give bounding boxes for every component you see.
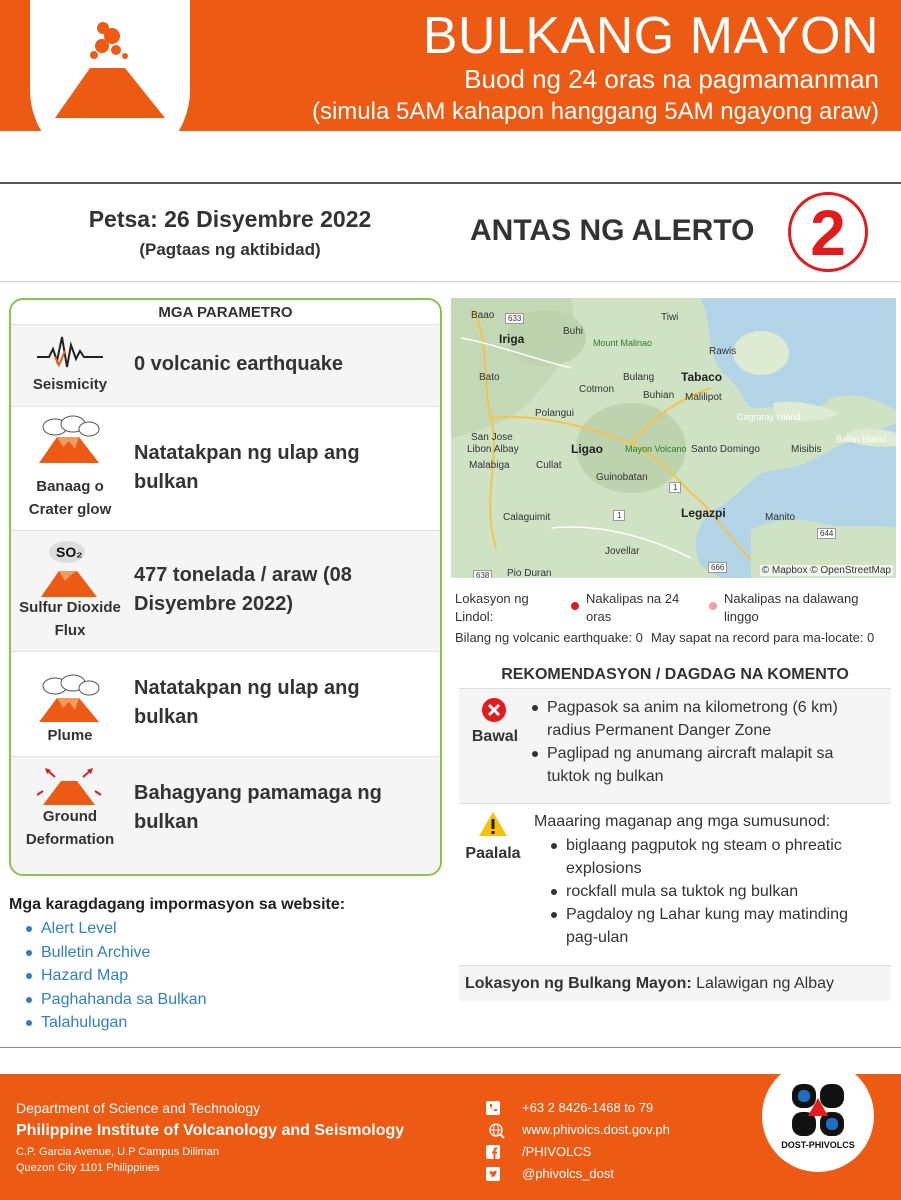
plume-icon [37,674,103,724]
param-label: Sulfur Dioxide Flux [19,599,121,639]
map-label: Pio Duran [507,568,552,578]
paalala-intro: Maaaring maganap ang mga sumusunod: [534,813,831,830]
map-label: Manito [765,512,796,523]
road-marker: 638 [473,570,492,578]
map-label: Santo Domingo [691,444,760,455]
map-label: Jovellar [605,546,640,557]
legend-dot-24h [571,602,579,610]
map-label: Bato [479,372,500,383]
bawal-item: Paglipad ng anumang aircraft malapit sa tuktok ng bulkan [529,742,879,788]
map-label: Buhi [563,326,584,337]
param-row-so2-flux [11,531,440,652]
link-hazard-map[interactable]: Hazard Map [24,964,206,988]
param-label: Banaag o Crater glow [28,478,112,518]
recommendations-title: REKOMENDASYON / DAGDAG NA KOMENTO [501,666,849,683]
map-label: Batan Island [836,434,887,444]
map-label: Cullat [536,460,562,471]
param-value: Natatakpan ng ulap ang bulkan [134,677,360,728]
param-row-seismicity [11,325,440,407]
map-label: Libon Albay [467,444,519,455]
road-marker: 666 [708,562,727,573]
road-marker: 1 [613,510,625,521]
twitter-icon [486,1167,500,1181]
page-subtitle-period: (simula 5AM kahapon hanggang 5AM ngayong araw) [311,98,879,125]
earthquake-map[interactable] [451,298,896,578]
map-label: Legazpi [681,506,726,520]
activity-status: (Pagtaas ng aktibidad) [139,240,321,259]
map-label: Tiwi [661,312,679,323]
phivolcs-emblem-icon [762,1060,874,1140]
map-label: Ligao [571,442,603,456]
globe-search-icon [486,1123,508,1139]
page-subtitle: Buod ng 24 oras na pagmamanman [464,64,879,94]
location-value: Lalawigan ng Albay [696,975,835,992]
map-label: Mayon Volcano [625,444,687,454]
link-alert-level[interactable]: Alert Level [24,917,206,941]
alert-level-badge: 2 [788,192,868,272]
website-links [24,917,206,1035]
footer-institute: Philippine Institute of Volcanology and Seismology [16,1122,405,1139]
footer-divider [0,1047,901,1048]
legend-2w: Nakalipas na dalawang linggo [724,591,859,624]
param-value: Natatakpan ng ulap ang bulkan [134,442,360,493]
bawal-item: Pagpasok sa anim na kilometrong (6 km) radius Permanent Danger Zone [529,696,879,742]
link-bulletin-archive[interactable]: Bulletin Archive [24,941,206,965]
paalala-label: Paalala [465,845,521,862]
footer-address: C.P. Garcia Avenue, U.P Campus Diliman Quezon City 1101 Philippines [16,1146,219,1174]
link-paghahanda[interactable]: Paghahanda sa Bulkan [24,988,206,1012]
phone-icon [486,1101,500,1115]
link-talahulugan[interactable]: Talahulugan [24,1011,206,1035]
map-label: Iriga [499,332,525,346]
map-label: Rawis [709,346,737,357]
map-label: Misibis [791,444,822,455]
deformation-icon [37,767,103,807]
param-value: 477 tonelada / araw (08 Disyembre 2022) [134,564,352,615]
road-marker: 633 [505,313,524,324]
map-label: Baao [471,310,495,321]
param-row-ground-deformation [11,757,440,876]
map-label: Malilipot [685,392,722,403]
facebook-icon [486,1145,500,1159]
warning-icon [478,811,508,837]
param-label: Seismicity [32,376,108,393]
locate-count: May sapat na record para ma-locate: 0 [651,630,875,645]
legend-dot-2w [709,602,717,610]
param-label: Plume [47,727,93,744]
alert-level-label: ANTAS NG ALERTO [470,214,755,247]
legend-24h: Nakalipas na 24 oras [586,591,680,624]
map-label: Tabaco [681,370,723,384]
seismograph-icon [37,331,103,371]
divider [459,803,891,804]
earthquake-count: Bilang ng volcanic earthquake: 0 [455,630,643,645]
volcano-logo [30,0,190,170]
parameters-heading: MGA PARAMETRO [11,300,440,325]
volcano-icon [30,0,190,170]
road-marker: 644 [817,528,836,539]
map-label: Malabiga [469,460,510,471]
parameters-panel [9,298,442,876]
so2-text: SO₂ [56,544,83,560]
footer: Department of Science and Technology Philippine Institute of Volcanology and Seismology C.P. Garcia Avenue, U.P Campus Diliman Quezon City 1101 Philippines +63 2 8426-1468 to 79 www.phivolcs.dost.gov.ph /PHIVOLCS @phivolcs_dost [0,1074,901,1200]
so2-volcano-icon [37,539,103,599]
bulletin-date: Petsa: 26 Disyembre 2022 [88,206,372,232]
footer-dept: Department of Science and Technology [16,1100,261,1116]
map-label: Buhian [643,390,675,401]
map-label: Cotmon [579,384,615,395]
legend-label: Lokasyon ng Lindol: [455,591,529,624]
map-label: Mount Malinao [593,338,653,348]
paalala-list [548,834,878,949]
param-row-crater-glow [11,407,440,531]
header-divider [0,182,901,184]
param-label: Ground Deformation [25,808,115,848]
section-divider [0,281,901,282]
dost-phivolcs-logo [762,1060,874,1172]
map-label: San Jose [471,432,513,443]
paalala-item: biglaang pagputok ng steam o phreatic explosions [548,834,878,880]
volcano-cloud-icon [37,415,103,465]
param-row-plume [11,652,440,757]
param-value: Bahagyang pamamaga ng bulkan [134,782,382,833]
map-label: Bulang [623,372,655,383]
volcano-location [459,965,891,1001]
bawal-list [529,696,879,788]
website-info-title: Mga karagdagang impormasyon sa website: [9,896,346,913]
map-attribution: © Mapbox © OpenStreetMap [761,565,891,576]
map-label: Guinobatan [596,472,648,483]
location-label: Lokasyon ng Bulkang Mayon: [465,975,692,992]
bawal-label: Bawal [471,728,519,745]
prohibited-icon [481,697,507,723]
map-label: Cagraray Island [737,412,801,422]
param-value: 0 volcanic earthquake [134,353,343,375]
bawal-section [459,689,891,803]
page-title: BULKANG MAYON [422,7,879,65]
paalala-item: rockfall mula sa tuktok ng bulkan [548,880,878,903]
logo-text: DOST-PHIVOLCS [781,1140,855,1150]
road-marker: 1 [669,482,681,493]
paalala-item: Pagdaloy ng Lahar kung may matinding pag-ulan [548,903,878,949]
map-label: Polangui [535,408,574,419]
map-label: Calaguimit [503,512,551,523]
